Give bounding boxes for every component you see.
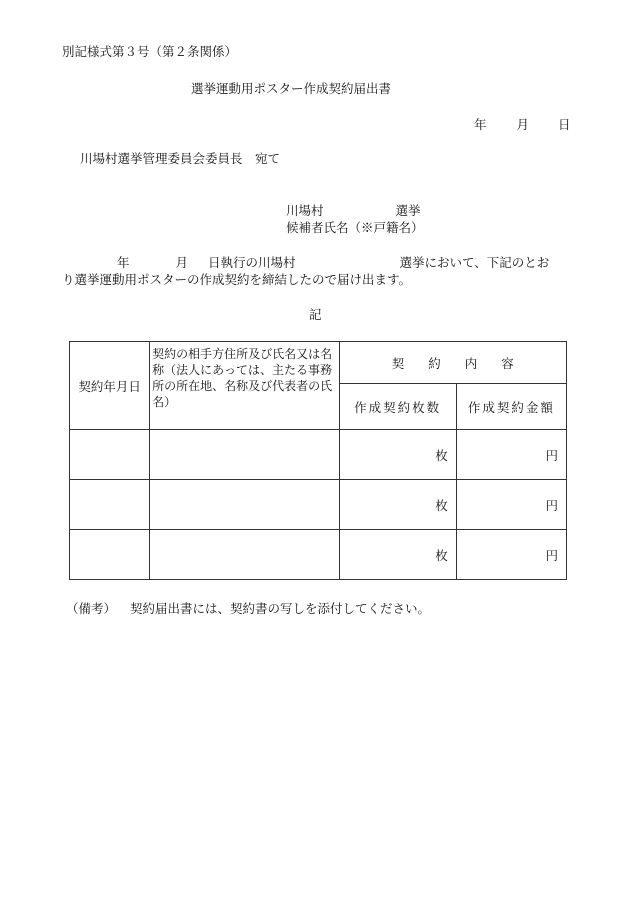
cell-party[interactable] (150, 480, 339, 530)
header-count: 作成契約枚数 (339, 384, 456, 430)
cell-amount[interactable] (456, 480, 566, 530)
body-day-text: 日執行の川場村 (208, 255, 296, 270)
body-month: 月 (175, 255, 189, 270)
note-text: 契約届出書には、契約書の写しを添付してください。 (130, 601, 431, 616)
body-line-2: り選挙運動用ポスターの作成契約を締結したので届け出ます。 (62, 272, 412, 287)
contract-table (69, 341, 567, 580)
table-row (70, 480, 567, 530)
unit-count: 枚 (435, 497, 448, 513)
addressee: 川場村選挙管理委員会委員長 宛て (80, 151, 281, 166)
date-line (474, 119, 571, 132)
header-amount: 作成契約金額 (456, 384, 566, 430)
unit-amount: 円 (545, 447, 558, 463)
cell-count[interactable] (339, 430, 456, 480)
cell-amount[interactable] (456, 530, 566, 580)
table-row (70, 430, 567, 480)
unit-amount: 円 (545, 547, 558, 563)
header-contract-content-1: 契 (391, 355, 405, 371)
date-month: 月 (516, 117, 530, 132)
cell-date[interactable] (70, 430, 150, 480)
cell-date[interactable] (70, 480, 150, 530)
body-year: 年 (117, 255, 130, 270)
table-header-row (70, 342, 567, 384)
unit-count: 枚 (435, 447, 448, 463)
note-line (66, 603, 430, 616)
cell-count[interactable] (339, 530, 456, 580)
candidate-election-word: 選挙 (395, 203, 421, 218)
candidate-name-label: 候補者氏名（※戸籍名） (286, 220, 424, 235)
header-contract-content-4: 容 (501, 355, 514, 371)
document-title: 選挙運動用ポスター作成契約届出書 (191, 81, 392, 96)
body-line1-tail: 選挙において、下記のとお (399, 255, 550, 270)
unit-amount: 円 (545, 497, 558, 513)
header-contract-party (150, 342, 339, 430)
ki-mark: 記 (309, 307, 322, 322)
header-contract-content-2: 約 (428, 355, 441, 371)
header-contract-party-text: 契約の相手方住所及び氏名又は名称（法人にあっては、主たる事務所の所在地、名称及び代表者の氏名） (152, 347, 333, 409)
candidate-election (286, 205, 421, 218)
cell-count[interactable] (339, 480, 456, 530)
cell-party[interactable] (150, 530, 339, 580)
header-contract-content-3: 内 (464, 355, 478, 371)
body-line-1 (117, 257, 549, 270)
date-day: 日 (558, 117, 571, 132)
date-year: 年 (474, 117, 487, 132)
candidate-village: 川場村 (286, 203, 324, 218)
cell-amount[interactable] (456, 430, 566, 480)
cell-party[interactable] (150, 430, 339, 480)
form-number: 別記様式第３号（第２条関係） (62, 44, 238, 59)
table-row (70, 530, 567, 580)
note-label: （備考） (66, 601, 117, 616)
cell-date[interactable] (70, 530, 150, 580)
header-contract-date: 契約年月日 (70, 342, 150, 430)
unit-count: 枚 (435, 547, 448, 563)
header-contract-content (339, 342, 566, 384)
